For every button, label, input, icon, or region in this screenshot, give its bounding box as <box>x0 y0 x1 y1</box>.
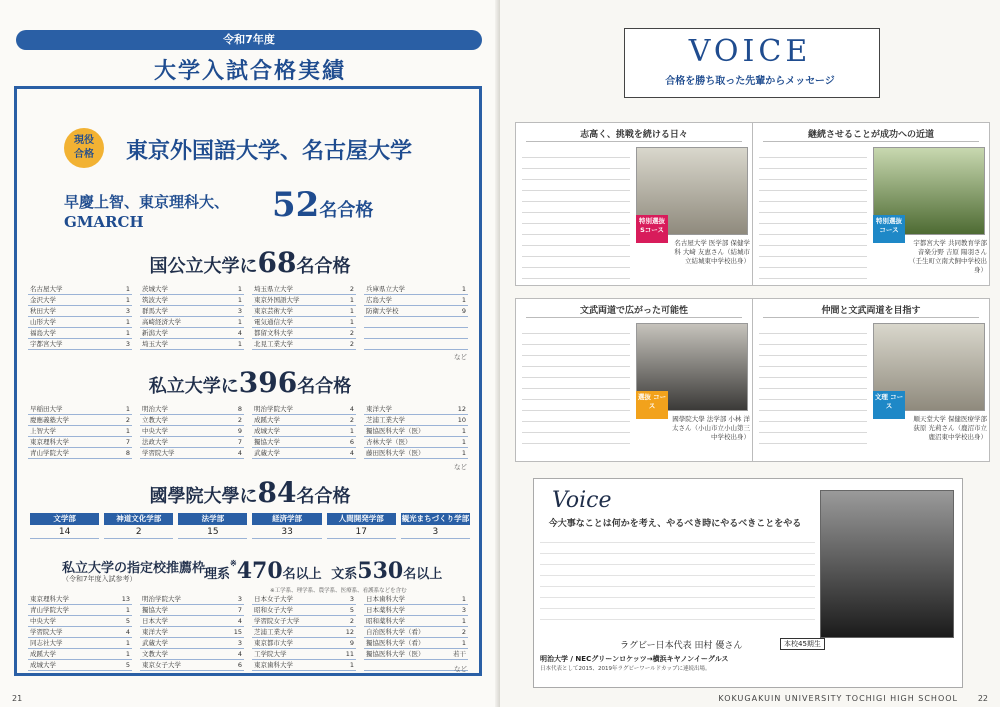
university-name: 日本薬科大学 <box>366 606 405 614</box>
table-cell <box>28 616 132 627</box>
pass-count: 12 <box>457 405 466 413</box>
science-unit: 名以上 <box>282 567 322 582</box>
university-name: 秋田大学 <box>30 307 56 315</box>
university-name: 成蹊大学 <box>254 416 280 424</box>
student-caption: 順天堂大学 保健医療学部 荻原 光莉さん（鹿沼市立鹿沼東中学校出身） <box>913 415 987 441</box>
pass-count: 1 <box>237 318 242 326</box>
pass-count: 2 <box>461 628 466 636</box>
pass-count: 4 <box>237 329 242 337</box>
university-name: 昭和女子大学 <box>254 606 293 614</box>
university-name: 日本大学 <box>142 617 168 625</box>
table-cell <box>140 404 244 415</box>
voice-card <box>752 298 990 462</box>
table-cell <box>140 306 244 317</box>
table-cell <box>252 306 356 317</box>
private-count: 396 <box>238 366 298 399</box>
university-name: 東京女子大学 <box>142 661 181 669</box>
table-cell <box>364 594 468 605</box>
university-name: 都留文科大学 <box>254 329 293 337</box>
university-name: 東洋大学 <box>366 405 392 413</box>
university-name: 日本歯科大学 <box>366 595 405 603</box>
university-name: 中央大学 <box>142 427 168 435</box>
pass-count: 1 <box>237 340 242 348</box>
table-cell <box>28 415 132 426</box>
university-name: 法政大学 <box>142 438 168 446</box>
kokugakuin-count: 84 <box>257 476 297 509</box>
private-suffix: など <box>454 463 467 471</box>
pass-count: 7 <box>237 606 242 614</box>
pass-count: 6 <box>237 661 242 669</box>
table-cell <box>252 328 356 339</box>
pass-count: 5 <box>349 606 354 614</box>
table-cell <box>252 404 356 415</box>
university-name: 明治学院大学 <box>254 405 293 413</box>
university-name: 電気通信大学 <box>254 318 293 326</box>
genneki-badge <box>64 128 104 168</box>
rugby-player-photo <box>820 490 954 638</box>
table-cell <box>28 284 132 295</box>
pass-count: 1 <box>125 405 130 413</box>
badge-line-2: 合格 <box>74 149 94 160</box>
pass-count: 7 <box>237 438 242 446</box>
headline-count-unit: 名合格 <box>319 200 374 221</box>
pass-count: 1 <box>349 318 354 326</box>
pass-count: 1 <box>125 606 130 614</box>
university-name: 獨協医科大学（医） <box>366 427 425 435</box>
university-name: 日本女子大学 <box>254 595 293 603</box>
university-name: 芝浦工業大学 <box>254 628 293 636</box>
table-cell <box>140 317 244 328</box>
national-table <box>28 284 468 350</box>
pass-count: 1 <box>125 296 130 304</box>
voice-card-rule <box>526 317 742 318</box>
table-cell <box>140 627 244 638</box>
pass-count: 1 <box>125 329 130 337</box>
headline-group <box>64 192 229 232</box>
year-pill: 令和7年度 <box>16 30 482 50</box>
pass-count: 3 <box>237 595 242 603</box>
table-cell <box>252 605 356 616</box>
university-name: 昭和薬科大学 <box>366 617 405 625</box>
pass-count: 11 <box>345 650 354 658</box>
table-cell <box>252 649 356 660</box>
university-name: 青山学院大学 <box>30 606 69 614</box>
private-title: 私立大学に <box>148 376 239 397</box>
private-heading <box>0 366 500 399</box>
course-tag: 特別選抜 コース <box>873 215 905 243</box>
table-cell <box>140 638 244 649</box>
table-cell <box>28 404 132 415</box>
pass-count: 2 <box>125 416 130 424</box>
voice-card-rule <box>763 317 979 318</box>
pass-count: 2 <box>349 285 354 293</box>
national-heading <box>0 246 500 279</box>
pass-count: 1 <box>461 438 466 446</box>
university-name: 芝浦工業大学 <box>366 416 405 424</box>
pass-count: 若干 <box>453 650 466 658</box>
national-unit: 名合格 <box>296 256 351 277</box>
arts-label: 文系 <box>331 567 358 582</box>
designated-note: ※工学系、理学系、農学系、医療系、看護系などを含む <box>270 588 407 594</box>
university-name: 東京芸術大学 <box>254 307 293 315</box>
table-cell <box>364 616 468 627</box>
table-cell <box>252 426 356 437</box>
voice-card-title: 仲間と文武両道を目指す <box>821 306 921 316</box>
university-name: 明治大学 <box>142 405 168 413</box>
pass-count: 3 <box>461 606 466 614</box>
designated-table <box>28 594 468 671</box>
pass-count: 1 <box>461 639 466 647</box>
pass-count: 4 <box>125 628 130 636</box>
pass-count: 9 <box>237 427 242 435</box>
table-cell <box>364 317 468 328</box>
university-name: 成城大学 <box>254 427 280 435</box>
university-name: 獨協大学 <box>142 606 168 614</box>
university-name: 筑波大学 <box>142 296 168 304</box>
table-cell <box>364 328 468 339</box>
table-cell <box>28 649 132 660</box>
table-cell <box>364 638 468 649</box>
table-cell <box>28 295 132 306</box>
pass-count: 1 <box>125 427 130 435</box>
science-mark: ※ <box>230 558 237 568</box>
university-name: 早稲田大学 <box>30 405 63 413</box>
badge-line-1: 現役 <box>74 135 94 146</box>
university-name: 獨協医科大学（医） <box>366 650 425 658</box>
table-cell <box>252 448 356 459</box>
dept-count: 14 <box>30 525 99 539</box>
table-cell <box>28 328 132 339</box>
headline-group-line2: GMARCH <box>64 213 144 231</box>
university-name: 兵庫県立大学 <box>366 285 405 293</box>
university-name: 東洋大学 <box>142 628 168 636</box>
pass-count: 1 <box>461 296 466 304</box>
private-table <box>28 404 468 459</box>
voice-card-text <box>759 323 867 453</box>
university-name: 群馬大学 <box>142 307 168 315</box>
university-name: 東京理科大学 <box>30 438 69 446</box>
table-cell <box>140 339 244 350</box>
feature-voice-name: ラグビー日本代表 田村 優さん <box>620 641 743 651</box>
pass-count: 10 <box>457 416 466 424</box>
table-cell <box>140 448 244 459</box>
university-name: 成城大学 <box>30 661 56 669</box>
feature-voice-script: Voice <box>552 488 612 513</box>
table-cell <box>364 627 468 638</box>
page-number-right: 22 <box>977 694 988 703</box>
pass-count: 1 <box>349 661 354 669</box>
table-cell <box>140 605 244 616</box>
pass-count: 3 <box>349 595 354 603</box>
private-unit: 名合格 <box>297 376 352 397</box>
designated-title: 私立大学の指定校推薦枠 <box>62 561 206 576</box>
pass-count: 1 <box>461 427 466 435</box>
pass-count: 5 <box>125 661 130 669</box>
dept-name: 文学部 <box>30 513 99 525</box>
table-cell <box>252 638 356 649</box>
feature-voice-note: 本校45期生 <box>780 638 825 650</box>
pass-count: 1 <box>349 427 354 435</box>
dept-count: 33 <box>252 525 321 539</box>
dept-count: 2 <box>104 525 173 539</box>
pass-count: 1 <box>349 307 354 315</box>
pass-count: 3 <box>237 307 242 315</box>
university-name: 北見工業大学 <box>254 340 293 348</box>
table-cell <box>364 649 468 660</box>
table-cell <box>28 594 132 605</box>
table-cell <box>28 339 132 350</box>
pass-count: 4 <box>237 449 242 457</box>
university-name: 東京外国語大学 <box>254 296 300 304</box>
voice-card-rule <box>763 141 979 142</box>
course-tag: 文理 コース <box>873 391 905 419</box>
science-label: 理系 <box>204 567 231 582</box>
university-name: 中央大学 <box>30 617 56 625</box>
voice-card-text <box>759 147 867 279</box>
table-cell <box>252 660 356 671</box>
student-caption: 宇都宮大学 共同教育学部 音楽分野 吉原 陽羽さん（壬生町立南犬飼中学校出身） <box>909 239 987 274</box>
arts-count: 530 <box>357 558 404 584</box>
table-cell <box>140 295 244 306</box>
pass-count: 1 <box>125 285 130 293</box>
pass-count: 1 <box>125 650 130 658</box>
university-name: 同志社大学 <box>30 639 63 647</box>
university-name: 藤田医科大学（医） <box>366 449 425 457</box>
pass-count: 4 <box>349 449 354 457</box>
dept-count: 17 <box>327 525 396 539</box>
voice-card-text <box>522 323 630 453</box>
table-cell <box>28 627 132 638</box>
kokugakuin-title: 國學院大學に <box>149 486 258 507</box>
pass-count: 1 <box>237 296 242 304</box>
department-table <box>30 513 470 539</box>
pass-count: 5 <box>125 617 130 625</box>
table-cell <box>252 616 356 627</box>
pass-count: 15 <box>233 628 242 636</box>
pass-count: 2 <box>349 617 354 625</box>
pass-count: 1 <box>461 449 466 457</box>
voice-title: VOICE <box>688 34 812 69</box>
dept-count: 3 <box>401 525 470 539</box>
university-name: 宇都宮大学 <box>30 340 63 348</box>
university-name: 慶應義塾大学 <box>30 416 69 424</box>
pass-count: 9 <box>461 307 466 315</box>
designated-sub: （令和7年度入試参考） <box>62 575 137 583</box>
dept-name: 観光まちづくり学部 <box>401 514 470 523</box>
pass-count: 2 <box>237 416 242 424</box>
university-name: 山形大学 <box>30 318 56 326</box>
pass-count: 1 <box>125 639 130 647</box>
university-name: 広島大学 <box>366 296 392 304</box>
headline-count <box>272 185 373 225</box>
feature-voice-footnote: 日本代表として2015、2019年ラグビーワールドカップに連続出場。 <box>540 666 711 672</box>
table-cell <box>28 426 132 437</box>
table-cell <box>140 284 244 295</box>
feature-voice-heading: 今大事なことは何かを考え、やるべき時にやるべきことをやる <box>548 519 802 529</box>
national-count: 68 <box>257 246 297 279</box>
table-cell <box>252 627 356 638</box>
student-caption: 國學院大學 法学部 小林 洋太さん（小山市立小山第三中学校出身） <box>672 415 750 441</box>
pass-count: 3 <box>125 340 130 348</box>
pass-count: 13 <box>121 595 130 603</box>
pass-count: 2 <box>349 340 354 348</box>
table-cell <box>140 660 244 671</box>
pass-count: 8 <box>125 449 130 457</box>
national-suffix: など <box>454 353 467 361</box>
course-tag: 選抜 コース <box>636 391 668 419</box>
university-name: 新潟大学 <box>142 329 168 337</box>
table-cell <box>364 295 468 306</box>
designated-suffix: など <box>454 665 467 673</box>
headline-universities: 東京外国語大学、名古屋大学 <box>126 138 413 164</box>
table-cell <box>140 426 244 437</box>
table-cell <box>364 605 468 616</box>
pass-count: 2 <box>349 416 354 424</box>
pass-count: 2 <box>349 329 354 337</box>
voice-card <box>515 122 753 286</box>
university-name: 獨協大学 <box>254 438 280 446</box>
table-cell <box>364 415 468 426</box>
university-name: 立教大学 <box>142 416 168 424</box>
table-cell <box>252 295 356 306</box>
pass-count: 4 <box>237 617 242 625</box>
dept-name: 法学部 <box>178 513 247 525</box>
pass-count: 1 <box>461 285 466 293</box>
university-name: 文教大学 <box>142 650 168 658</box>
dept-count: 15 <box>178 525 247 539</box>
university-name: 東京歯科大学 <box>254 661 293 669</box>
table-cell <box>140 415 244 426</box>
table-cell <box>252 594 356 605</box>
pass-count: 4 <box>349 405 354 413</box>
table-cell <box>140 649 244 660</box>
arts-unit: 名以上 <box>403 567 443 582</box>
table-cell <box>252 317 356 328</box>
table-cell <box>140 616 244 627</box>
page-number-left: 21 <box>12 694 23 703</box>
table-cell <box>140 328 244 339</box>
pass-count: 1 <box>349 296 354 304</box>
school-footer: KOKUGAKUIN UNIVERSITY TOCHIGI HIGH SCHOOL <box>718 694 958 703</box>
university-name: 金沢大学 <box>30 296 56 304</box>
university-name: 成蹊大学 <box>30 650 56 658</box>
table-cell <box>252 415 356 426</box>
pass-count: 7 <box>125 438 130 446</box>
university-name: 上智大学 <box>30 427 56 435</box>
table-cell <box>252 339 356 350</box>
dept-name: 人間開発学部 <box>327 513 396 525</box>
university-name: 東京都市大学 <box>254 639 293 647</box>
pass-count: 1 <box>461 595 466 603</box>
table-cell <box>28 306 132 317</box>
kokugakuin-heading <box>0 476 500 509</box>
pass-count: 8 <box>237 405 242 413</box>
table-cell <box>28 638 132 649</box>
dept-name: 神道文化学部 <box>104 513 173 525</box>
pass-count: 1 <box>237 285 242 293</box>
voice-card-title: 継続させることが成功への近道 <box>807 130 934 140</box>
designated-counts <box>204 558 442 584</box>
table-cell <box>364 437 468 448</box>
university-name: 明治学院大学 <box>142 595 181 603</box>
voice-card <box>752 122 990 286</box>
course-tag: 特別選抜 Sコース <box>636 215 668 243</box>
table-cell <box>252 437 356 448</box>
university-name: 埼玉県立大学 <box>254 285 293 293</box>
university-name: 名古屋大学 <box>30 285 63 293</box>
university-name: 杏林大学（医） <box>366 438 412 446</box>
university-name: 茨城大学 <box>142 285 168 293</box>
table-cell <box>364 339 468 350</box>
university-name: 獨協医科大学（看） <box>366 639 425 647</box>
table-cell <box>28 660 132 671</box>
headline-group-line1: 早慶上智、東京理科大、 <box>64 193 230 211</box>
table-cell <box>140 594 244 605</box>
voice-card-rule <box>526 141 742 142</box>
pass-count: 3 <box>237 639 242 647</box>
university-name: 学習院大学 <box>30 628 63 636</box>
pass-count: 3 <box>125 307 130 315</box>
student-caption: 名古屋大学 医学部 保健学科 大﨑 友恵さん（結城市立結城東中学校出身） <box>674 239 750 265</box>
university-name: 福島大学 <box>30 329 56 337</box>
pass-count: 6 <box>349 438 354 446</box>
university-name: 学習院女子大学 <box>254 617 300 625</box>
feature-voice-career: 明治大学 / NECグリーンロケッツ→横浜キヤノンイーグルス <box>540 655 729 663</box>
table-cell <box>28 605 132 616</box>
voice-card <box>515 298 753 462</box>
table-cell <box>28 448 132 459</box>
university-name: 自治医科大学（看） <box>366 628 425 636</box>
university-name: 高崎経済大学 <box>142 318 181 326</box>
table-cell <box>364 284 468 295</box>
table-cell <box>364 306 468 317</box>
pass-count: 1 <box>125 318 130 326</box>
dept-name: 経済学部 <box>252 513 321 525</box>
table-cell <box>364 660 468 671</box>
science-count: 470 <box>236 558 283 584</box>
university-name: 武蔵大学 <box>254 449 280 457</box>
pass-count: 9 <box>349 639 354 647</box>
table-cell <box>140 437 244 448</box>
page-title: 大学入試合格実績 <box>153 58 346 84</box>
voice-subtitle: 合格を勝ち取った先輩からメッセージ <box>665 76 835 87</box>
pass-count: 12 <box>345 628 354 636</box>
university-name: 学習院大学 <box>142 449 175 457</box>
pass-count: 1 <box>461 617 466 625</box>
table-cell <box>364 448 468 459</box>
table-cell <box>364 426 468 437</box>
table-cell <box>28 437 132 448</box>
table-cell <box>28 317 132 328</box>
feature-voice-text <box>540 532 815 628</box>
national-title: 国公立大学に <box>149 256 258 277</box>
voice-card-text <box>522 147 630 279</box>
university-name: 青山学院大学 <box>30 449 69 457</box>
table-cell <box>252 284 356 295</box>
university-name: 防衛大学校 <box>366 307 399 315</box>
university-name: 埼玉大学 <box>142 340 168 348</box>
pass-count: 4 <box>237 650 242 658</box>
kokugakuin-unit: 名合格 <box>296 486 351 507</box>
university-name: 東京理科大学 <box>30 595 69 603</box>
table-cell <box>364 404 468 415</box>
university-name: 工学院大学 <box>254 650 287 658</box>
headline-count-number: 52 <box>272 185 320 225</box>
university-name: 武蔵大学 <box>142 639 168 647</box>
voice-card-title: 志高く、挑戦を続ける日々 <box>580 130 688 140</box>
voice-card-title: 文武両道で広がった可能性 <box>579 306 688 316</box>
